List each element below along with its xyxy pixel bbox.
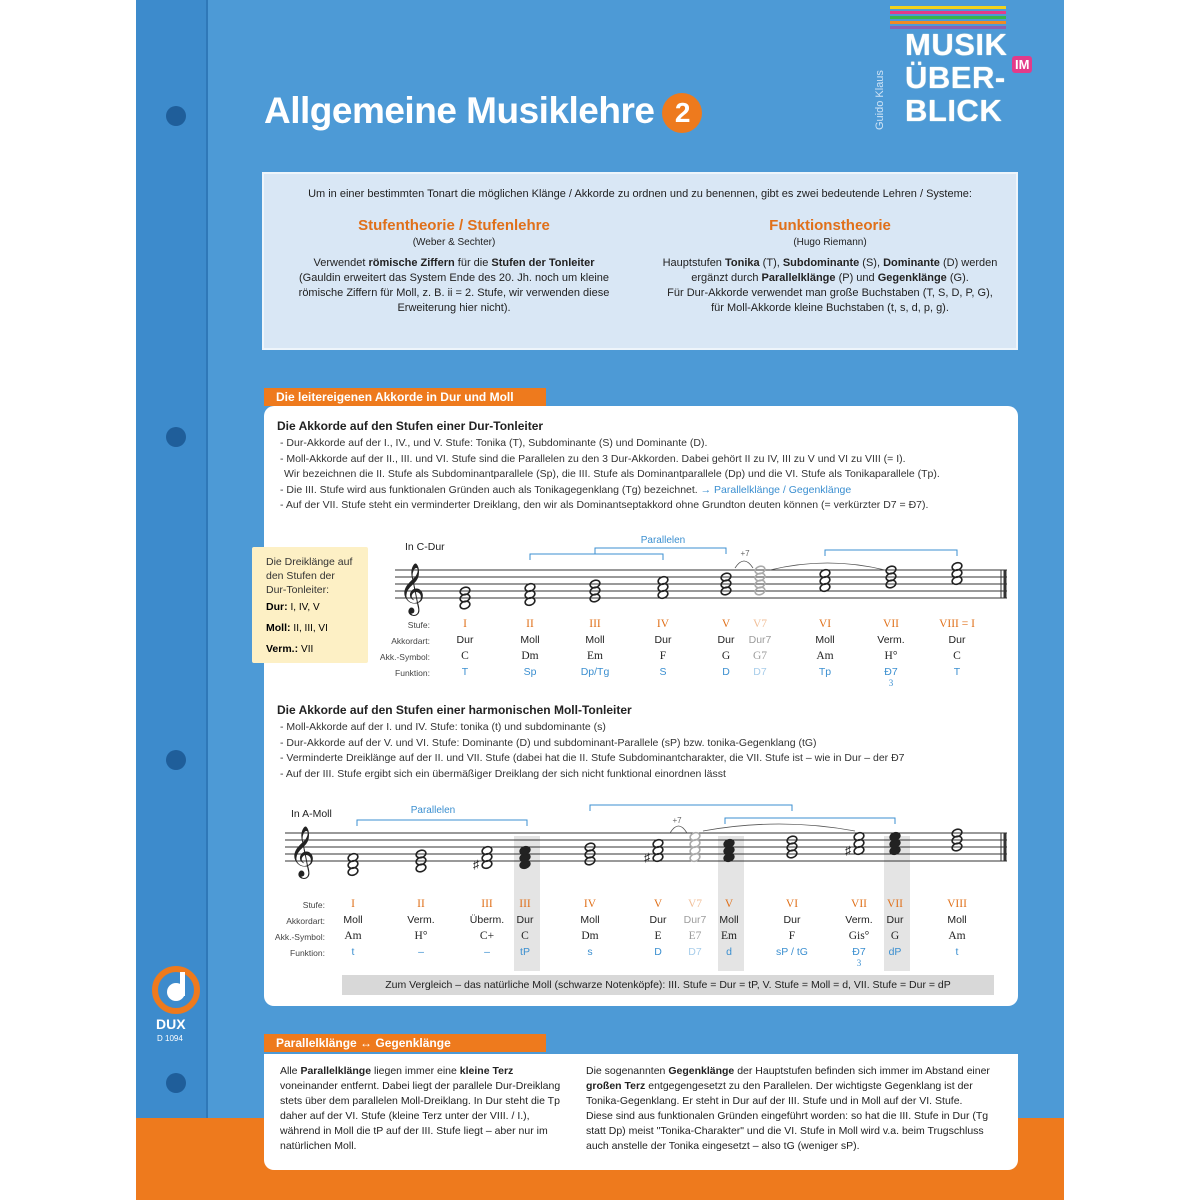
table-cell-fn: dP bbox=[888, 946, 902, 958]
table-cell-fn: s bbox=[587, 946, 593, 958]
table-cell-art: Dur bbox=[783, 914, 801, 926]
stufentheorie-text: Verwendet römische Ziffern für die Stufen der Tonleiter (Gauldin erweitert das System Ende des 20. Jh. noch um kleine römische Ziffern für Moll, z. B. ii = 2. Stufe, wir verwenden diese Erweiterung hier nicht). bbox=[298, 257, 610, 314]
table-cell-sym: H° bbox=[414, 930, 428, 942]
table-cell-fn: sP / tG bbox=[776, 946, 808, 958]
table-cell-sym: C bbox=[953, 650, 961, 662]
table-cell-stufe: VI bbox=[818, 618, 832, 630]
publisher-name: DUX bbox=[156, 1016, 186, 1032]
intro-box bbox=[262, 172, 1018, 350]
table-cell-stufe: IV bbox=[583, 898, 597, 910]
plus7-label: +7 bbox=[740, 549, 750, 558]
table-cell-stufe: I bbox=[463, 618, 467, 630]
parallel-bracket bbox=[825, 550, 957, 556]
intro-left-column bbox=[284, 218, 624, 316]
table-cell-stufe: V7 bbox=[687, 898, 703, 910]
table-cell-stufe: VIII = I bbox=[939, 618, 975, 630]
parallel-bracket bbox=[590, 805, 792, 811]
staff-a-moll bbox=[285, 798, 1015, 893]
moll-explanation: - Moll-Akkorde auf der I. und IV. Stufe: tonika (t) und subdominante (s) - Dur-Akkorde auf der V. und VI. Stufe: Dominante (D) und subdominant-Parallele (sP) bzw. tonika-Gegenklang (tG) - Verminderte Dreiklänge auf der II. und VII. Stufe (dabei hat die II. Stufe Subdominantcharakter, die VII. Stufe ist – wie in Dur – der Ɖ7 - Auf der III. Stufe ergibt sich ein übermäßiger Dreiklang der sich nicht funktional einordnen lässt bbox=[280, 721, 905, 780]
dur-explanation: - Dur-Akkorde auf der I., IV., und V. Stufe: Tonika (T), Subdominante (S) und Dominante (D). - Moll-Akkorde auf der II., III. und VI. Stufe sind die Parallelen zu den 3 Dur-Akkorden. Dabei gehört II zu IV, III zu V und VI zu VIII (= I). Wir bezeichnen die II. Stufe als Subdominantparallele (Sp), die III. Stufe als Dominantparallele (Dp) und die VI. Stufe als Tonikaparallele (Tp). - Die III. Stufe wird aus funktionalen Gründen auch als Tonikagegenklang (Tg) bezeichnet. → Parallelklänge / Gegenklänge - Auf der VII. Stufe steht ein verminderter Dreiklang, den wir als Dominantseptakkord ohne Grundton deuten können (= verkürzter D7 = Ɖ7). bbox=[280, 437, 940, 511]
table-cell-stufe: V7 bbox=[752, 618, 768, 630]
table-cell-fn: Sp bbox=[523, 666, 537, 678]
table-cell-art: Moll bbox=[580, 914, 600, 926]
table-cell-stufe: V bbox=[721, 618, 731, 630]
table-cell-art: Moll bbox=[815, 634, 835, 646]
parallel-label: Parallelen bbox=[640, 535, 686, 546]
table-cell-sym: C+ bbox=[479, 930, 495, 942]
table-cell-extra: 3 bbox=[856, 958, 862, 968]
intro-text: Um in einer bestimmten Tonart die möglichen Klänge / Akkorde zu ordnen und zu benennen, gibt es zwei bedeutende Lehren / Systeme: bbox=[308, 188, 972, 200]
resolution-arrow bbox=[770, 563, 885, 570]
table-cell-art: Moll bbox=[947, 914, 967, 926]
funktionstheorie-text: Hauptstufen Tonika (T), Subdominante (S), Dominante (D) werden ergänzt durch Parallelklänge (P) und Gegenklänge (G). Für Dur-Akkorde verwendet man große Buchstaben (T, S, D, P, G), für Moll-Akkorde kleine Buchstaben (t, s, d, p, g). bbox=[662, 257, 998, 314]
table-cell-fn: T bbox=[461, 666, 469, 678]
table-cell-art: Moll bbox=[520, 634, 540, 646]
sharp-icon: ♯ bbox=[845, 843, 851, 858]
table-cell-stufe: VIII bbox=[947, 898, 967, 910]
table-cell-stufe: II bbox=[526, 618, 534, 630]
table-cell-art: Verm. bbox=[407, 914, 435, 926]
table-cell-stufe: I bbox=[351, 898, 355, 910]
table-row-label: Funktion: bbox=[290, 948, 325, 958]
table-cell-art: Moll bbox=[719, 914, 739, 926]
logo-stripe bbox=[890, 11, 1006, 14]
table-row-label: Akk.-Symbol: bbox=[274, 932, 325, 942]
table-cell-stufe: III bbox=[519, 898, 531, 910]
table-cell-sym: Em bbox=[587, 650, 603, 662]
key-label-a-moll: In A-Moll bbox=[291, 808, 332, 820]
table-cell-fn: t bbox=[351, 946, 355, 958]
dur-heading: Die Akkorde auf den Stufen einer Dur-Tonleiter bbox=[277, 419, 544, 433]
funktionstheorie-title: Funktionstheorie bbox=[769, 217, 891, 234]
sharp-icon: ♯ bbox=[644, 850, 650, 865]
resolution-arrow bbox=[703, 824, 855, 831]
staff-c-dur bbox=[395, 530, 1015, 620]
table-cell-sym: C bbox=[461, 650, 469, 662]
table-cell-fn: D7 bbox=[753, 666, 767, 678]
table-cell-art: Dur bbox=[649, 914, 667, 926]
section-label-parallelklaenge: Parallelklänge ↔ Gegenklänge bbox=[264, 1034, 546, 1052]
table-cell-sym: F bbox=[659, 650, 667, 662]
table-cell-art: Dur7 bbox=[748, 634, 772, 646]
table-row-label: Akkordart: bbox=[391, 636, 430, 646]
comparison-note: Zum Vergleich – das natürliche Moll (schwarze Notenköpfe): III. Stufe = Dur = tP, V. Stufe = Moll = d, VII. Stufe = Dur = dP bbox=[342, 975, 994, 995]
table-row-label: Stufe: bbox=[407, 620, 430, 630]
intro-right-column bbox=[660, 218, 1000, 316]
table-cell-sym: Am bbox=[344, 930, 362, 942]
table-cell-stufe: III bbox=[481, 898, 493, 910]
stufentheorie-title: Stufentheorie / Stufenlehre bbox=[358, 217, 550, 234]
table-cell-fn: S bbox=[659, 666, 667, 678]
punch-hole bbox=[166, 427, 186, 447]
table-cell-sym: G7 bbox=[752, 650, 768, 662]
sharp-icon: ♯ bbox=[473, 857, 479, 872]
table-cell-sym: E7 bbox=[688, 930, 702, 942]
table-cell-stufe: III bbox=[589, 618, 601, 630]
resolution-arrow bbox=[735, 561, 753, 568]
funktionstheorie-subtitle: (Hugo Riemann) bbox=[793, 237, 867, 248]
author-name: Guido Klaus bbox=[874, 70, 886, 130]
parallel-bracket bbox=[725, 818, 895, 824]
table-row-label: Akk.-Symbol: bbox=[379, 652, 430, 662]
title-number-badge: 2 bbox=[662, 93, 702, 133]
punch-hole bbox=[166, 1073, 186, 1093]
table-cell-sym: Gis° bbox=[848, 930, 870, 942]
punch-hole bbox=[166, 750, 186, 770]
table-row-label: Stufe: bbox=[302, 900, 325, 910]
table-cell-art: Dur7 bbox=[683, 914, 707, 926]
table-cell-stufe: VII bbox=[851, 898, 867, 910]
gegenklaenge-text: Die sogenannten Gegenklänge der Hauptstufen befinden sich immer im Abstand einer großen Terz entgegengesetzt zu den Parallelen. Der wichtigste Gegenklang ist der Tonika-Gegenklang. Er steht in Dur auf der III. Stufe und in Moll auf der VI. Stufe. Diese sind aus funktionalen Gründen eingeführt worden: so hat die III. Stufe in Dur (Tg statt Dp) meist "Tonika-Charakter" und die VI. Stufe in Moll wird v.a. beim Trugschluss auch anstelle der Tonika eingesetzt – also tG (weniger sP). bbox=[586, 1065, 990, 1152]
table-cell-sym: H° bbox=[884, 650, 898, 662]
treble-clef-icon: 𝄞 bbox=[399, 563, 426, 614]
table-cell-sym: Am bbox=[948, 930, 966, 942]
logo-stripe bbox=[890, 21, 1006, 24]
table-cell-extra: 3 bbox=[888, 678, 894, 688]
table-cell-art: Dur bbox=[717, 634, 735, 646]
table-cell-fn: T bbox=[953, 666, 961, 678]
table-cell-stufe: II bbox=[417, 898, 425, 910]
table-cell-stufe: IV bbox=[656, 618, 670, 630]
section-label-akkorde: Die leitereigenen Akkorde in Dur und Moll bbox=[264, 388, 546, 406]
punch-hole bbox=[166, 106, 186, 126]
table-cell-stufe: V bbox=[724, 898, 734, 910]
treble-clef-icon: 𝄞 bbox=[289, 826, 316, 877]
table-cell-art: Dur bbox=[948, 634, 966, 646]
logo-stripe bbox=[890, 6, 1006, 9]
table-cell-art: Moll bbox=[343, 914, 363, 926]
table-cell-sym: Dm bbox=[581, 930, 599, 942]
table-cell-fn: D bbox=[654, 946, 662, 958]
table-cell-sym: Am bbox=[816, 650, 834, 662]
page-title: Allgemeine Musiklehre 2 bbox=[264, 90, 702, 133]
table-cell-fn: Ɖ7 bbox=[884, 666, 898, 678]
table-cell-fn: Tp bbox=[818, 666, 832, 678]
table-cell-art: Verm. bbox=[877, 634, 905, 646]
table-cell-fn: D7 bbox=[688, 946, 702, 958]
table-cell-fn: Ɖ7 bbox=[852, 946, 866, 958]
table-cell-art: Dur bbox=[516, 914, 534, 926]
table-cell-stufe: VII bbox=[887, 898, 903, 910]
table-cell-fn: D bbox=[722, 666, 730, 678]
table-cell-art: Verm. bbox=[845, 914, 873, 926]
table-row-label: Funktion: bbox=[395, 668, 430, 678]
table-cell-sym: G bbox=[721, 650, 731, 662]
dreiklaenge-info-text: Die Dreiklänge auf den Stufen der Dur-Tonleiter: bbox=[266, 556, 353, 596]
table-cell-sym: E bbox=[654, 930, 662, 942]
table-cell-art: Dur bbox=[456, 634, 474, 646]
plus7-label: +7 bbox=[672, 816, 682, 825]
table-cell-fn: Dp/Tg bbox=[580, 666, 610, 678]
logo-badge: IM bbox=[1012, 56, 1032, 73]
table-cell-fn: – bbox=[418, 946, 424, 958]
dreiklaenge-info-box: Die Dreiklänge auf den Stufen der Dur-Tonleiter: Dur: I, IV, V Moll: II, III, VI Verm.: VII bbox=[252, 547, 368, 663]
publisher-logo-icon bbox=[150, 966, 202, 1018]
publisher-code: D 1094 bbox=[157, 1034, 183, 1043]
table-cell-art: Überm. bbox=[469, 914, 505, 926]
moll-heading: Die Akkorde auf den Stufen einer harmonischen Moll-Tonleiter bbox=[277, 703, 632, 717]
table-cell-sym: F bbox=[788, 930, 796, 942]
table-cell-fn: tP bbox=[520, 946, 530, 958]
table-cell-fn: t bbox=[955, 946, 959, 958]
parallel-label: Parallelen bbox=[410, 805, 456, 816]
parallel-bracket bbox=[595, 548, 726, 554]
table-cell-stufe: V bbox=[653, 898, 663, 910]
table-cell-art: Dur bbox=[886, 914, 904, 926]
key-label-c-dur: In C-Dur bbox=[405, 541, 445, 553]
table-cell-stufe: VI bbox=[785, 898, 799, 910]
spine-divider bbox=[206, 0, 208, 1200]
series-logo: MUSIK ÜBER- BLICK bbox=[905, 27, 1008, 128]
stufentheorie-subtitle: (Weber & Sechter) bbox=[412, 237, 496, 248]
parallel-bracket bbox=[530, 554, 663, 560]
table-cell-sym: G bbox=[890, 930, 900, 942]
parallel-bracket bbox=[357, 820, 527, 826]
table-cell-stufe: VII bbox=[883, 618, 899, 630]
link-parallelklaenge[interactable]: → Parallelklänge / Gegenklänge bbox=[700, 483, 852, 496]
table-cell-sym: C bbox=[521, 930, 529, 942]
table-cell-sym: Em bbox=[721, 930, 737, 942]
table-cell-fn: – bbox=[484, 946, 490, 958]
table-cell-art: Dur bbox=[654, 634, 672, 646]
table-cell-sym: Dm bbox=[521, 650, 539, 662]
resolution-arrow bbox=[670, 826, 687, 833]
table-cell-art: Moll bbox=[585, 634, 605, 646]
logo-stripe bbox=[890, 16, 1006, 19]
parallelklaenge-text: Alle Parallelklänge liegen immer eine kleine Terz voneinander entfernt. Dabei liegt der parallele Dur-Dreiklang stets über dem parallelen Moll-Dreiklang. In Dur steht die Tp daher auf der VI. Stufe (kleine Terz unter der VIII. / I.), während in Moll die tP auf der III. Stufe liegt – aber nur im natürlichen Moll. bbox=[280, 1065, 561, 1152]
table-row-label: Akkordart: bbox=[286, 916, 325, 926]
table-cell-fn: d bbox=[726, 946, 732, 958]
